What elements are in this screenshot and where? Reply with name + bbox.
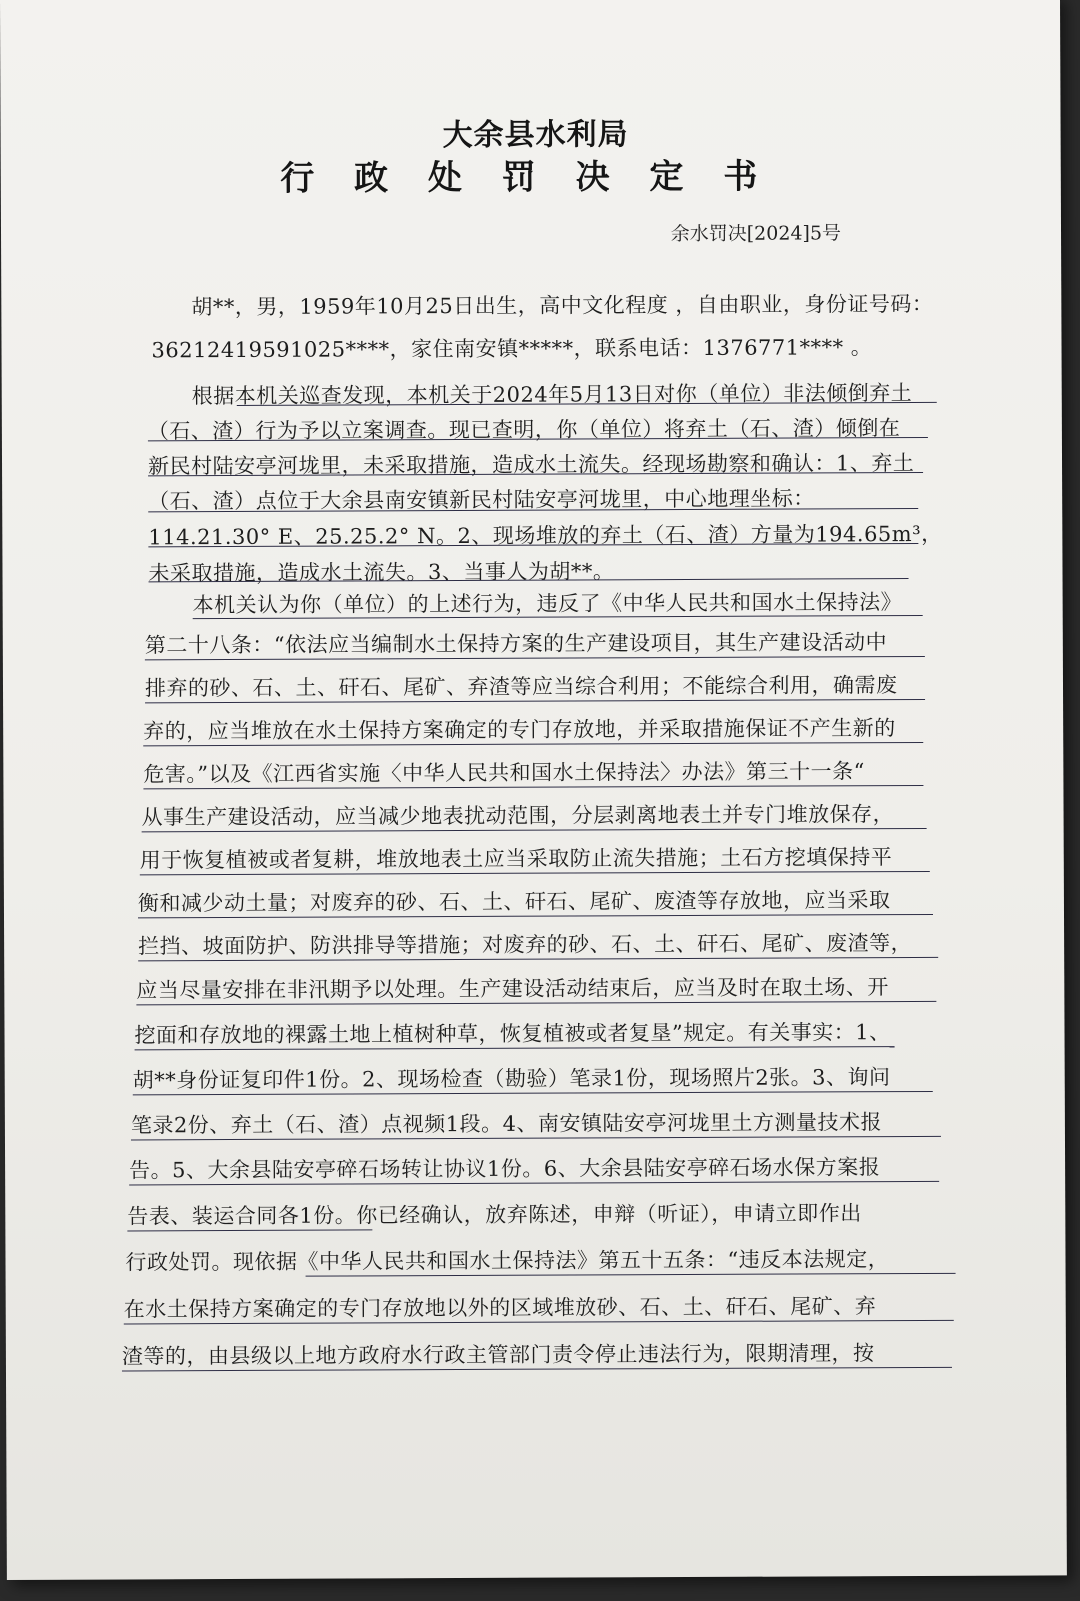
body-line: 告。5、大余县陆安亭碎石场转让协议1份。6、大余县陆安亭碎石场水保方案报 (129, 1155, 881, 1183)
body-line: 拦挡、坡面防护、防洪排导等措施；对废弃的砂、石、土、矸石、尾矿、废渣等， (138, 931, 913, 959)
agency-title: 大余县水利局 (442, 117, 629, 154)
body-line: 114.21.30° E、25.25.2° N。2、现场堆放的弃土（石、渣）方量为194.65m³， (148, 521, 943, 550)
underline (127, 1229, 372, 1231)
body-line: 应当尽量安排在非汛期予以处理。生产建设活动结束后，应当及时在取土场、开 (136, 975, 889, 1003)
document-number: 余水罚决[2024]5号 (670, 222, 842, 246)
body-line: 未采取措施，造成水土流失。3、当事人为胡**。 (148, 559, 615, 586)
body-line: 挖面和存放地的裸露土地上植树种草，恢复植被或者复垦”规定。有关事实：1、 (134, 1020, 891, 1048)
body-line: 渣等的，由县级以上地方政府水行政主管部门责令停止违法行为，限期清理，按 (121, 1341, 875, 1369)
body-line: 新民村陆安亭河垅里，未采取措施，造成水土流失。经现场勘察和确认：1、弃土 (147, 451, 915, 479)
body-line: 从事生产建设活动，应当减少地表扰动范围，分层剥离地表土并专门堆放保存， (141, 802, 895, 830)
document-title: 行 政 处 罚 决 定 书 (280, 156, 772, 199)
body-line: 弃的，应当堆放在水土保持方案确定的专门存放地，并采取措施保证不产生新的 (143, 716, 896, 744)
body-line: 排弃的砂、石、土、矸石、尾矿、弃渣等应当综合利用；不能综合利用，确需废 (144, 673, 898, 701)
body-line: 在水土保持方案确定的专门存放地以外的区域堆放砂、石、土、矸石、尾矿、弃 (123, 1294, 877, 1322)
body-line: （石、渣）点位于大余县南安镇新民村陆安亭河垅里，中心地理坐标： (148, 486, 815, 514)
body-line: 本机关认为你（单位）的上述行为，违反了《中华人民共和国水土保持法》 (192, 590, 903, 618)
body-line: 危害。”以及《江西省实施〈中华人民共和国水土保持法〉办法》第三十一条“ (143, 759, 865, 787)
body-line: 根据本机关巡查发现，本机关于2024年5月13日对你（单位）非法倾倒弃土 (191, 381, 913, 409)
body-line: 行政处罚。现依据《中华人民共和国水土保持法》第五十五条：“违反本法规定， (125, 1247, 890, 1275)
body-line: 第二十八条：“依法应当编制水土保持方案的生产建设项目，其生产建设活动中 (144, 630, 888, 658)
body-line: 笔录2份、弃土（石、渣）点视频1段。4、南安镇陆安亭河垅里土方测量技术报 (130, 1110, 883, 1138)
body-line: 胡**身份证复印件1份。2、现场检查（勘验）笔录1份，现场照片2张。3、询问 (132, 1065, 891, 1093)
body-line: 衡和减少动土量；对废弃的砂、石、土、矸石、尾矿、废渣等存放地，应当采取 (137, 888, 891, 916)
body-line: 胡**，男，1959年10月25日出生，高中文化程度 ，自由职业，身份证号码： (191, 291, 934, 320)
body-line: 用于恢复植被或者复耕，堆放地表土应当采取防止流失措施；土石方挖填保持平 (139, 845, 893, 873)
body-line: （石、渣）行为予以立案调查。现已查明，你（单位）将弃土（石、渣）倾倒在 (147, 416, 901, 444)
body-line: 36212419591025****，家住南安镇*****，联系电话：1376771**** 。 (151, 335, 873, 363)
body-line: 告表、装运合同各1份。你已经确认，放弃陈述，申辩（听证），申请立即作出 (127, 1201, 862, 1229)
